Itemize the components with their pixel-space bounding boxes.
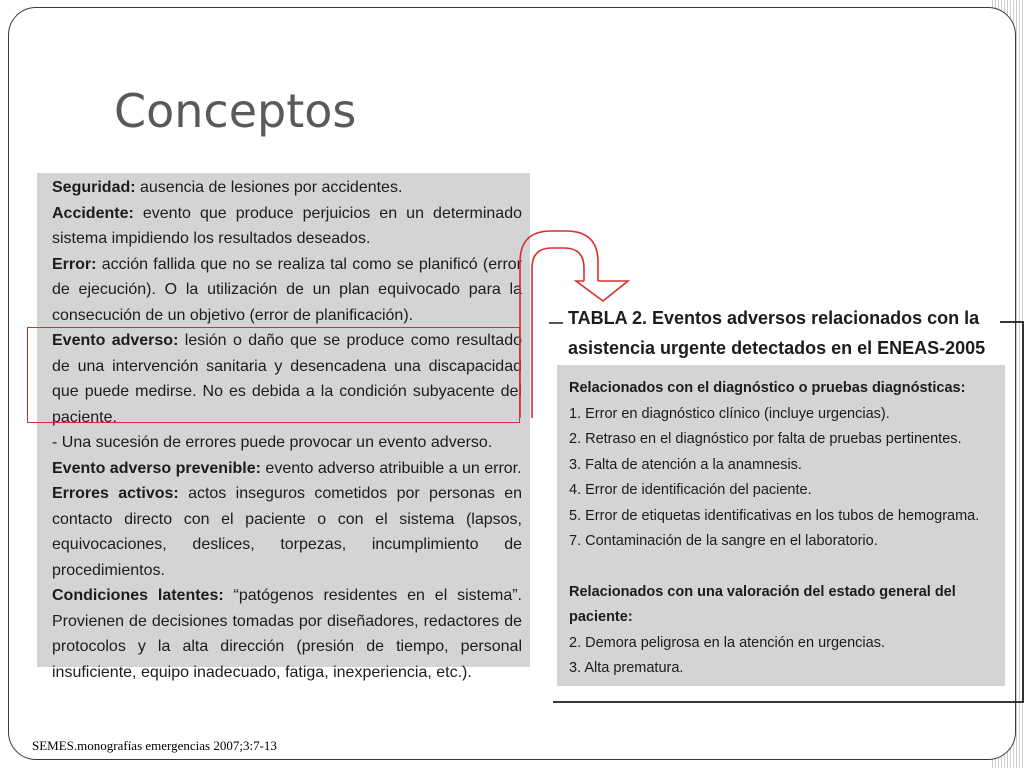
list-item: 3. Falta de atención a la anamnesis. — [569, 456, 802, 473]
evento-adverso-highlight-box — [27, 327, 520, 423]
list-item: 1. Error en diagnóstico clínico (incluye urgencias). — [569, 405, 890, 422]
definition-text: ausencia de lesiones por accidentes. — [135, 179, 403, 196]
definition-term: Evento adverso prevenible: — [52, 459, 261, 477]
definition-text: “patógenos residentes en el sistema”. Provienen de decisiones tomadas por diseñadores, redactores de protocolos y la alta dirección (presión de tiempo, personal insuficiente, equipo inadecuado, fatiga, inexperiencia, etc.). — [52, 587, 522, 681]
definition-term: Evento adverso: — [52, 332, 179, 349]
definition-error — [52, 252, 522, 329]
list-item: 5. Error de etiquetas identificativas en los tubos de hemograma. — [569, 507, 980, 524]
definition-text: lesión o daño que se produce como resultado de una intervención sanitaria y desencadena una discapacidad que puede medirse. No es debida a la condición subyacente del paciente. — [52, 332, 522, 426]
definitions-list — [52, 175, 522, 685]
table-caption-line1: TABLA 2. Eventos adversos relacionados con la — [568, 308, 980, 328]
definition-term: Condiciones latentes: — [52, 587, 224, 604]
table-caption-line2: asistencia urgente detectados en el ENEAS-2005 — [568, 338, 986, 358]
definition-errores-activos — [52, 481, 522, 583]
definition-text: acción fallida que no se realiza tal como se planificó (error de ejecución). O la utilización de un plan equivocado para la consecución de un objetivo (error de planificación). — [52, 255, 522, 324]
table-caption — [568, 303, 998, 363]
definition-term: Seguridad: — [52, 179, 136, 196]
definition-condiciones-latentes — [52, 583, 522, 685]
slide-title: Conceptos — [114, 84, 357, 138]
group-heading-valoracion: Relacionados con una valoración del estado general del paciente: — [569, 583, 956, 625]
table-content — [569, 376, 1001, 682]
definition-text: evento adverso atribuible a un error. — [260, 459, 522, 477]
definition-term: Errores activos: — [52, 485, 179, 502]
list-item: 4. Error de identificación del paciente. — [569, 482, 812, 498]
definition-term: Accidente: — [52, 204, 134, 222]
definition-accidente — [52, 201, 522, 252]
list-item: 7. Contaminación de la sangre en el laboratorio. — [569, 533, 878, 549]
definition-text: evento que produce perjuicios en un determinado sistema impidiendo los resultados deseados. — [52, 204, 522, 247]
definition-text: actos inseguros cometidos por personas en contacto directo con el paciente o con el sistema (lapsos, equivocaciones, deslices, torpezas, incumplimiento de procedimientos. — [52, 485, 523, 579]
source-citation: SEMES.monografías emergencias 2007;3:7-13 — [32, 738, 277, 753]
definition-seguridad — [52, 175, 522, 201]
definition-term: Error: — [52, 255, 97, 273]
definition-evento-prevenible — [52, 456, 522, 482]
definition-text: - Una sucesión de errores puede provocar un evento adverso. — [52, 434, 493, 451]
definition-note — [52, 430, 522, 456]
list-item: 2. Demora peligrosa en la atención en urgencias. — [569, 634, 885, 651]
list-item: 3. Alta prematura. — [569, 660, 684, 676]
list-item: 2. Retraso en el diagnóstico por falta de pruebas pertinentes. — [569, 431, 962, 447]
group-heading-diagnostico: Relacionados con el diagnóstico o pruebas diagnósticas: — [569, 380, 966, 396]
group-spacer — [569, 555, 1001, 580]
